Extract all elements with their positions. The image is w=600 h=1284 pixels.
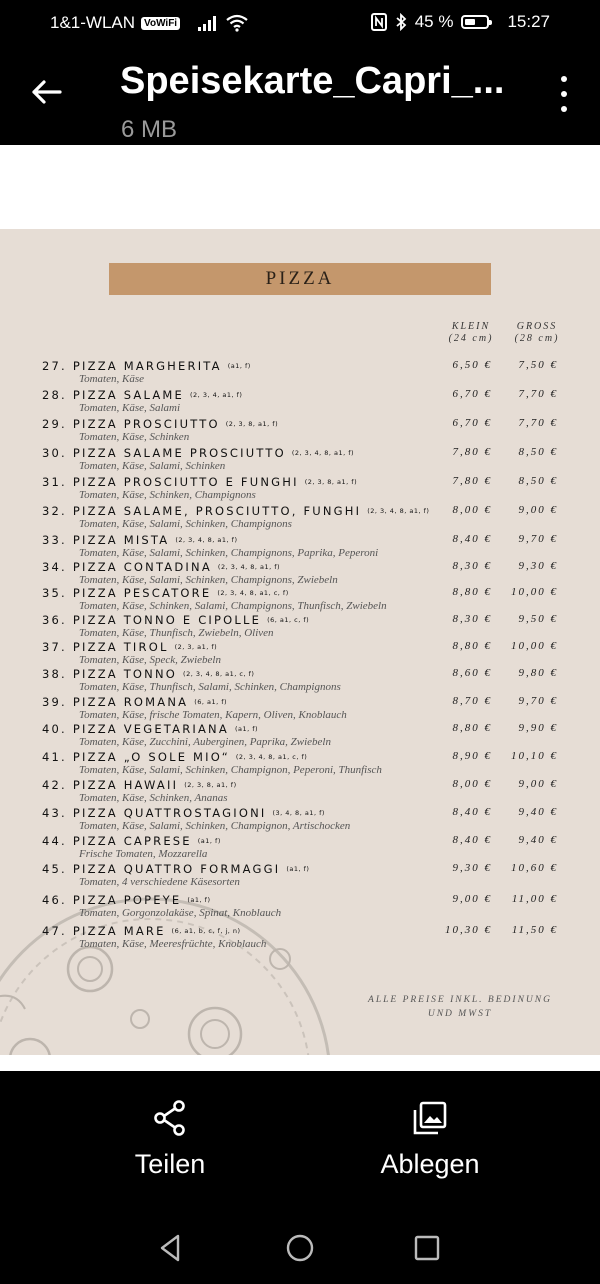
price-large: 9,70 €: [518, 695, 558, 707]
price-small: 8,00 €: [452, 778, 492, 790]
menu-item-description: Tomaten, Käse: [79, 373, 144, 385]
price-small: 8,80 €: [452, 640, 492, 652]
menu-item-allergens: (2, 3, 4, 8, a1, c, f): [217, 589, 289, 597]
nav-recents-icon[interactable]: [410, 1231, 444, 1265]
column-header-small: KLEIN (24 cm): [448, 321, 494, 344]
menu-item: [0, 924, 600, 952]
nav-back-icon[interactable]: [154, 1231, 188, 1265]
menu-item-title: PIZZA SALAME, PROSCIUTTO, FUNGHI: [72, 504, 362, 518]
menu-item-number: 28.: [42, 388, 67, 402]
menu-item-allergens: (a1, f): [187, 896, 211, 904]
menu-item-description: Tomaten, Käse, Salami, Schinken, Champignon, Peperoni, Thunfisch: [79, 764, 382, 776]
menu-item-description: Tomaten, Käse, Zucchini, Auberginen, Paprika, Zwiebeln: [79, 736, 331, 748]
menu-item: [0, 862, 600, 890]
price-small: 10,30 €: [445, 924, 492, 936]
menu-item-allergens: (2, 3, 8, a1, f): [225, 420, 279, 428]
menu-item-title: PIZZA PESCATORE: [72, 586, 212, 600]
menu-item-name: [42, 834, 221, 848]
menu-item-title: PIZZA TONNO: [72, 667, 178, 681]
price-note: ALLE PREISE INKL. BEDINUNG UND MWST: [368, 995, 552, 1019]
menu-item-title: PIZZA QUATTROSTAGIONI: [72, 806, 267, 820]
price-small: 9,00 €: [452, 893, 492, 905]
column-header-large: GROSS (28 cm): [514, 321, 560, 344]
menu-item: [0, 806, 600, 834]
menu-item-name: [42, 640, 217, 654]
menu-item: [0, 533, 600, 561]
menu-item: [0, 560, 600, 588]
price-large: 9,40 €: [518, 806, 558, 818]
menu-item-title: PIZZA „O SOLE MIO“: [72, 750, 230, 764]
menu-item-description: Tomaten, Käse, Thunfisch, Salami, Schinken, Champignons: [79, 681, 341, 693]
menu-item-name: [42, 667, 254, 681]
menu-item-allergens: (6, a1, f): [194, 698, 228, 706]
menu-item-number: 34.: [42, 560, 67, 574]
menu-item-number: 40.: [42, 722, 67, 736]
menu-item-allergens: (a1, f): [286, 865, 310, 873]
price-large: 10,00 €: [511, 586, 558, 598]
carrier-label: 1&1-WLAN: [50, 13, 136, 32]
menu-item: [0, 640, 600, 668]
menu-item-number: 37.: [42, 640, 67, 654]
price-small: 8,60 €: [452, 667, 492, 679]
menu-item-title: PIZZA PROSCIUTTO E FUNGHI: [72, 475, 299, 489]
price-large: 8,50 €: [518, 475, 558, 487]
menu-item: [0, 778, 600, 806]
price-large: 11,50 €: [511, 924, 558, 936]
price-large: 9,30 €: [518, 560, 558, 572]
menu-item-name: [42, 750, 307, 764]
menu-item-description: Tomaten, Käse, Thunfisch, Zwiebeln, Oliven: [79, 627, 274, 639]
price-large: 10,10 €: [511, 750, 558, 762]
menu-item-name: [42, 417, 278, 431]
menu-item-description: Tomaten, Käse, Schinken, Champignons: [79, 489, 256, 501]
menu-item-name: [42, 475, 357, 489]
menu-item-title: PIZZA HAWAII: [72, 778, 179, 792]
menu-item-allergens: (6, a1, b, c, f, j, n): [171, 927, 241, 935]
price-large: 9,80 €: [518, 667, 558, 679]
menu-item-title: PIZZA SALAME PROSCIUTTO: [72, 446, 286, 460]
price-large: 7,50 €: [518, 359, 558, 371]
menu-item-number: 44.: [42, 834, 67, 848]
menu-item-allergens: (a1, f): [234, 725, 259, 733]
menu-item-name: [42, 893, 211, 907]
menu-item: [0, 667, 600, 695]
menu-item-allergens: (a1, f): [227, 362, 251, 370]
menu-item-number: 32.: [42, 504, 67, 518]
menu-item-allergens: (2, 3, 4, 8, a1, f): [291, 449, 355, 457]
menu-item-name: [42, 806, 325, 820]
price-small: 8,40 €: [452, 834, 492, 846]
price-large: 10,60 €: [511, 862, 558, 874]
menu-item: [0, 722, 600, 750]
menu-item-title: PIZZA MARGHERITA: [72, 359, 222, 373]
menu-item-name: [42, 924, 241, 938]
share-button[interactable]: [70, 1099, 270, 1180]
share-label: Teilen: [134, 1149, 206, 1179]
price-small: 6,70 €: [452, 417, 492, 429]
menu-item-allergens: (6, a1, c, f): [267, 616, 310, 624]
price-large: 9,90 €: [518, 722, 558, 734]
menu-item-number: 39.: [42, 695, 67, 709]
menu-item: [0, 750, 600, 778]
menu-item-number: 47.: [42, 924, 67, 938]
menu-item-allergens: (2, 3, 4, 8, a1, c, f): [235, 753, 308, 761]
menu-item-number: 36.: [42, 613, 67, 627]
menu-item-allergens: (2, 3, 4, 8, a1, f): [175, 536, 238, 544]
menu-item-allergens: (2, 3, 4, 8, a1, c, f): [183, 670, 255, 678]
menu-item-number: 41.: [42, 750, 67, 764]
menu-item-description: Tomaten, Käse, Salami, Schinken, Champignon, Artischocken: [79, 820, 351, 832]
price-small: 8,30 €: [452, 560, 492, 572]
price-small: 8,00 €: [452, 504, 492, 516]
menu-item-title: PIZZA POPEYE: [72, 893, 182, 907]
price-large: 10,00 €: [511, 640, 558, 652]
menu-item-number: 38.: [42, 667, 67, 681]
price-large: 7,70 €: [518, 388, 558, 400]
price-large: 9,00 €: [518, 778, 558, 790]
price-large: 9,40 €: [518, 834, 558, 846]
menu-item-number: 31.: [42, 475, 67, 489]
save-button[interactable]: [330, 1099, 530, 1180]
menu-item-description: Tomaten, 4 verschiedene Käsesorten: [79, 876, 240, 888]
wifi-icon: [226, 14, 248, 32]
price-small: 8,80 €: [452, 586, 492, 598]
menu-item-allergens: (2, 3, 4, a1, f): [190, 391, 243, 399]
menu-item-number: 45.: [42, 862, 67, 876]
price-small: 8,90 €: [452, 750, 492, 762]
menu-item-title: PIZZA CAPRESE: [72, 834, 192, 848]
menu-item-allergens: (2, 3, a1, f): [174, 643, 218, 651]
menu-item-number: 43.: [42, 806, 67, 820]
menu-item-number: 46.: [42, 893, 67, 907]
menu-item-description: Tomaten, Käse, Meeresfrüchte, Knoblauch: [79, 938, 267, 950]
file-title: Speisekarte_Capri_...: [120, 60, 505, 102]
nfc-icon: [371, 13, 387, 31]
share-icon: [152, 1099, 188, 1137]
menu-item-number: 29.: [42, 417, 67, 431]
price-small: 8,70 €: [452, 695, 492, 707]
price-small: 8,30 €: [452, 613, 492, 625]
menu-item: [0, 446, 600, 474]
menu-item-title: PIZZA TIROL: [72, 640, 169, 654]
menu-item-allergens: (2, 3, 4, 8, a1, f): [367, 507, 430, 515]
system-nav-bar: [0, 1211, 600, 1284]
menu-item-description: Tomaten, Käse, Salami, Schinken, Champignons, Paprika, Peperoni: [79, 547, 379, 559]
price-large: 8,50 €: [518, 446, 558, 458]
file-size: 6 MB: [121, 116, 178, 143]
battery-percent: 45 %: [414, 12, 454, 31]
menu-item-number: 33.: [42, 533, 67, 547]
menu-item-allergens: (2, 3, 4, 8, a1, f): [217, 563, 281, 571]
menu-item-description: Tomaten, Käse, frische Tomaten, Kapern, Oliven, Knoblauch: [79, 709, 347, 721]
document-viewer[interactable]: [0, 145, 600, 1071]
menu-item: [0, 504, 600, 532]
app-bar: [0, 46, 600, 146]
menu-item-description: Tomaten, Käse, Schinken, Ananas: [79, 792, 228, 804]
arrow-left-icon[interactable]: [28, 74, 64, 110]
bluetooth-icon: [395, 13, 407, 31]
menu-item: [0, 359, 600, 387]
action-bar: [0, 1071, 600, 1211]
menu-item-name: [42, 359, 251, 373]
menu-item: [0, 834, 600, 862]
vowifi-badge: VoWiFi: [141, 17, 180, 30]
price-small: 8,40 €: [452, 806, 492, 818]
price-small: 7,80 €: [452, 446, 492, 458]
status-bar: [0, 0, 600, 46]
menu-item-title: PIZZA QUATTRO FORMAGGI: [72, 862, 281, 876]
menu-item: [0, 695, 600, 723]
menu-item-allergens: (2, 3, 8, a1, f): [304, 478, 358, 486]
menu-item-description: Frische Tomaten, Mozzarella: [79, 848, 208, 860]
signal-icon: [198, 15, 216, 31]
price-small: 7,80 €: [452, 475, 492, 487]
section-banner: PIZZA: [109, 263, 491, 295]
menu-item-number: 35.: [42, 586, 67, 600]
price-small: 8,80 €: [452, 722, 492, 734]
menu-item-allergens: (a1, f): [197, 837, 221, 845]
menu-item-name: [42, 504, 429, 518]
menu-item-description: Tomaten, Käse, Salami, Schinken: [79, 460, 226, 472]
menu-item-description: Tomaten, Gorgonzolakäse, Spinat, Knoblauch: [79, 907, 282, 919]
menu-item-allergens: (2, 3, 8, a1, f): [184, 781, 237, 789]
page-margin-bottom: [0, 1055, 600, 1071]
price-large: 9,00 €: [518, 504, 558, 516]
menu-item-description: Tomaten, Käse, Salami: [79, 402, 181, 414]
menu-item: [0, 388, 600, 416]
menu-item-number: 42.: [42, 778, 67, 792]
menu-item-title: PIZZA MISTA: [72, 533, 170, 547]
menu-item-name: [42, 613, 309, 627]
price-large: 9,70 €: [518, 533, 558, 545]
price-small: 8,40 €: [452, 533, 492, 545]
save-label: Ablegen: [380, 1149, 480, 1179]
battery-icon: [461, 15, 489, 29]
gallery-icon: [412, 1099, 448, 1137]
menu-item-name: [42, 778, 237, 792]
menu-item-number: 30.: [42, 446, 67, 460]
menu-item-name: [42, 560, 280, 574]
menu-page: [0, 229, 600, 1055]
menu-item: [0, 613, 600, 641]
clock: 15:27: [507, 12, 550, 31]
page-margin-top: [0, 145, 600, 229]
price-large: 11,00 €: [511, 893, 558, 905]
nav-home-icon[interactable]: [283, 1231, 317, 1265]
menu-item-title: PIZZA ROMANA: [72, 695, 189, 709]
menu-item-number: 27.: [42, 359, 67, 373]
menu-item-title: PIZZA SALAME: [72, 388, 185, 402]
menu-item: [0, 586, 600, 614]
menu-item-allergens: (3, 4, 8, a1, f): [272, 809, 325, 817]
menu-item-description: Tomaten, Käse, Schinken, Salami, Champignons, Thunfisch, Zwiebeln: [79, 600, 387, 612]
menu-item-name: [42, 533, 238, 547]
menu-item-name: [42, 695, 227, 709]
menu-item-description: Tomaten, Käse, Schinken: [79, 431, 190, 443]
menu-item-name: [42, 586, 289, 600]
menu-item-name: [42, 862, 309, 876]
menu-item-description: Tomaten, Käse, Salami, Schinken, Champignons, Zwiebeln: [79, 574, 338, 586]
menu-item-description: Tomaten, Käse, Salami, Schinken, Champignons: [79, 518, 292, 530]
more-vertical-icon[interactable]: [554, 76, 574, 112]
menu-item-title: PIZZA VEGETARIANA: [72, 722, 229, 736]
menu-item-title: PIZZA MARE: [72, 924, 166, 938]
menu-item-name: [42, 722, 258, 736]
menu-item-name: [42, 446, 354, 460]
menu-item: [0, 475, 600, 503]
price-small: 9,30 €: [452, 862, 492, 874]
menu-item-name: [42, 388, 242, 402]
menu-item-title: PIZZA PROSCIUTTO: [72, 417, 220, 431]
menu-item-title: PIZZA CONTADINA: [72, 560, 212, 574]
price-small: 6,50 €: [452, 359, 492, 371]
price-large: 7,70 €: [518, 417, 558, 429]
menu-item-title: PIZZA TONNO E CIPOLLE: [72, 613, 262, 627]
price-small: 6,70 €: [452, 388, 492, 400]
menu-item: [0, 417, 600, 445]
menu-item: [0, 893, 600, 921]
price-large: 9,50 €: [518, 613, 558, 625]
menu-item-description: Tomaten, Käse, Speck, Zwiebeln: [79, 654, 221, 666]
